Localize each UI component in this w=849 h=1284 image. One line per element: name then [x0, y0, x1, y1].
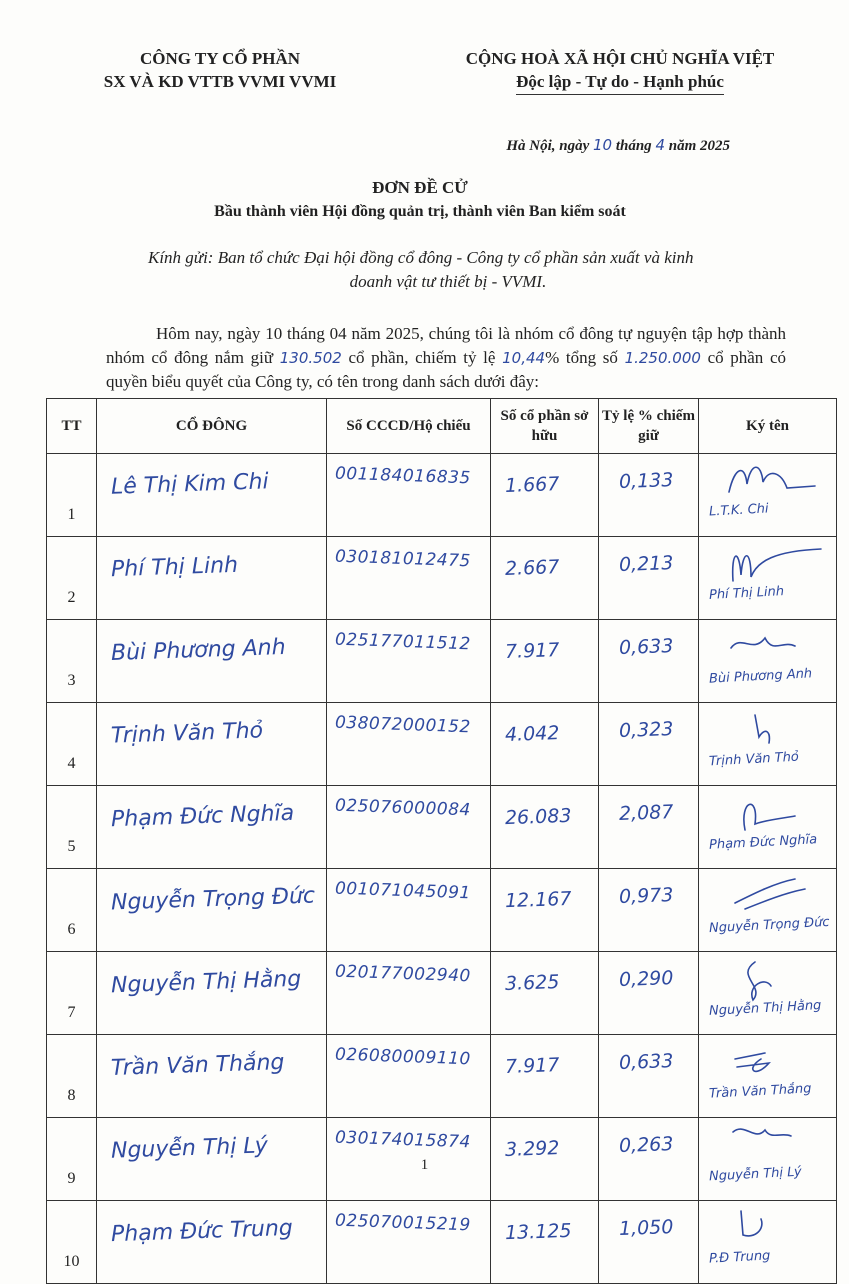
signature-text: Bùi Phương Anh [708, 666, 813, 687]
signature-scribble-icon [725, 956, 825, 1002]
shares-owned: 13.125 [504, 1219, 572, 1245]
shares-owned: 26.083 [504, 804, 572, 830]
signature-text: Phạm Đức Nghĩa [708, 832, 818, 853]
id-number: 026080009110 [334, 1044, 472, 1070]
signature-text: Nguyễn Thị Hằng [708, 998, 822, 1019]
row-number: 9 [47, 1118, 97, 1201]
table-row [47, 786, 837, 869]
id-number: 038072000152 [334, 712, 472, 738]
signature-text: L.T.K. Chi [708, 501, 769, 520]
percentage-held: 0,213 [618, 552, 674, 576]
percentage-cell [599, 1035, 699, 1118]
header-id-number: Số CCCD/Hộ chiếu [327, 399, 491, 454]
shareholder-table [46, 398, 837, 1284]
intro-ratio: 10,44 [502, 349, 546, 367]
shareholder-name-cell [97, 1035, 327, 1118]
addressee [148, 246, 788, 294]
percentage-held: 0,633 [618, 635, 674, 659]
table-header-row [47, 399, 837, 454]
percentage-cell [599, 454, 699, 537]
row-number: 4 [47, 703, 97, 786]
shareholder-name-cell [97, 1201, 327, 1284]
national-header [410, 47, 830, 95]
signature [703, 624, 833, 686]
page-number: 1 [420, 1157, 429, 1173]
id-number: 001184016835 [334, 463, 472, 489]
signature-cell [699, 1201, 837, 1284]
signature-scribble-icon [725, 707, 825, 753]
shareholder-name-cell [97, 786, 327, 869]
percentage-held: 0,323 [618, 718, 674, 742]
percentage-cell [599, 620, 699, 703]
id-number-cell [327, 703, 491, 786]
signature-scribble-icon [725, 1205, 825, 1251]
header-tt: TT [47, 399, 97, 454]
id-number: 030181012475 [334, 546, 472, 572]
percentage-held: 0,133 [618, 469, 674, 493]
row-number: 5 [47, 786, 97, 869]
signature-cell [699, 620, 837, 703]
signature [703, 541, 833, 603]
header-shares: Số cổ phần sở hữu [491, 399, 599, 454]
signature-text: Phí Thị Linh [708, 584, 785, 603]
shareholder-name: Bùi Phương Anh [110, 634, 286, 667]
id-number-cell [327, 1035, 491, 1118]
signature-scribble-icon [725, 873, 825, 919]
shareholder-name: Trịnh Văn Thỏ [110, 718, 264, 749]
signature-scribble-icon [725, 541, 825, 587]
percentage-held: 1,050 [618, 1216, 674, 1240]
signature [703, 458, 833, 520]
shareholder-name: Nguyễn Thị Hằng [110, 966, 302, 999]
header-percentage: Tỷ lệ % chiếm giữ [599, 399, 699, 454]
signature [703, 790, 833, 852]
shareholder-name-cell [97, 454, 327, 537]
shareholder-name: Lê Thị Kim Chi [110, 469, 270, 500]
date-year-label: năm 2025 [664, 138, 730, 154]
intro-total-shares: 1.250.000 [624, 349, 701, 367]
percentage-cell [599, 952, 699, 1035]
title-sub: Bầu thành viên Hội đồng quản trị, thành viên Ban kiểm soát [214, 203, 626, 220]
signature-cell [699, 1035, 837, 1118]
signature [703, 707, 833, 769]
id-number-cell [327, 537, 491, 620]
shareholder-name-cell [97, 537, 327, 620]
title-main: ĐƠN ĐỀ CỬ [372, 178, 468, 197]
date-day: 10 [592, 136, 613, 154]
row-number: 6 [47, 869, 97, 952]
date-prefix: Hà Nội, ngày [506, 138, 593, 154]
national-title: CỘNG HOÀ XÃ HỘI CHỦ NGHĨA VIỆT [465, 49, 775, 68]
id-number: 030174015874 [334, 1127, 472, 1153]
id-number: 025177011512 [334, 629, 472, 655]
id-number: 020177002940 [334, 961, 472, 987]
percentage-held: 0,973 [618, 884, 674, 908]
shares-owned: 2.667 [504, 556, 560, 580]
table-row [47, 454, 837, 537]
percentage-cell [599, 703, 699, 786]
percentage-held: 0,633 [618, 1050, 674, 1074]
row-number: 2 [47, 537, 97, 620]
shares-cell [491, 1035, 599, 1118]
row-number: 8 [47, 1035, 97, 1118]
table-row [47, 1201, 837, 1284]
shareholder-name-cell [97, 869, 327, 952]
signature-text: Nguyễn Trọng Đức [708, 914, 830, 937]
percentage-cell [599, 786, 699, 869]
signature [703, 956, 833, 1018]
percentage-held: 0,263 [618, 1133, 674, 1157]
table-row [47, 620, 837, 703]
shares-cell [491, 703, 599, 786]
company-name-line2: SX VÀ KD VTTB VVMI VVMI [103, 72, 337, 91]
percentage-held: 0,290 [618, 967, 674, 991]
shares-owned: 3.625 [504, 971, 560, 995]
percentage-cell [599, 1201, 699, 1284]
header-shareholder: CỔ ĐÔNG [97, 399, 327, 454]
id-number-cell [327, 1201, 491, 1284]
id-number-cell [327, 620, 491, 703]
id-number-cell [327, 952, 491, 1035]
table-row [47, 703, 837, 786]
shares-cell [491, 869, 599, 952]
shareholder-name-cell [97, 703, 327, 786]
national-motto: Độc lập - Tự do - Hạnh phúc [516, 70, 724, 95]
signature [703, 1039, 833, 1101]
percentage-cell [599, 869, 699, 952]
intro-part1: Hôm nay, ngày 10 tháng 04 năm 2025, chúng tôi là nhóm cổ đông tự nguyện tập hợp thành nhóm cổ đông nắm giữ [106, 324, 786, 367]
document-date [420, 136, 730, 155]
header-signature: Ký tên [699, 399, 837, 454]
table-row [47, 537, 837, 620]
company-header [70, 47, 370, 93]
shareholder-name-cell [97, 620, 327, 703]
percentage-held: 2,087 [618, 801, 674, 825]
table-row [47, 1035, 837, 1118]
shareholder-name: Nguyễn Thị Lý [110, 1133, 269, 1164]
date-month: 4 [655, 136, 665, 154]
shares-owned: 4.042 [504, 722, 560, 746]
shares-owned: 3.292 [504, 1137, 560, 1161]
signature [703, 1205, 833, 1267]
row-number: 1 [47, 454, 97, 537]
table-row [47, 869, 837, 952]
signature-text: Nguyễn Thị Lý [708, 1164, 803, 1185]
shareholder-name: Nguyễn Trọng Đức [110, 883, 316, 916]
signature-cell [699, 786, 837, 869]
shares-cell [491, 1201, 599, 1284]
shares-cell [491, 537, 599, 620]
id-number-cell [327, 869, 491, 952]
signature-cell [699, 454, 837, 537]
shareholder-name: Trần Văn Thắng [110, 1049, 285, 1082]
table-row [47, 952, 837, 1035]
shareholder-name: Phạm Đức Trung [110, 1215, 294, 1248]
signature-scribble-icon [725, 624, 825, 670]
addressee-line1: Kính gửi: Ban tổ chức Đại hội đồng cổ đông - Công ty cổ phần sản xuất và kinh [148, 248, 694, 267]
intro-shares-held: 130.502 [279, 349, 342, 367]
intro-part2: cổ phần, chiếm tỷ lệ [341, 348, 503, 367]
id-number-cell [327, 454, 491, 537]
shareholder-name-cell [97, 952, 327, 1035]
row-number: 3 [47, 620, 97, 703]
row-number: 7 [47, 952, 97, 1035]
signature [703, 1122, 833, 1184]
intro-part4: cổ phần có quyền biểu quyết của Công ty, có tên trong danh sách dưới đây: [106, 348, 787, 391]
shares-cell [491, 620, 599, 703]
shares-owned: 1.667 [504, 473, 560, 497]
shares-owned: 12.167 [504, 887, 572, 913]
shares-owned: 7.917 [504, 1054, 560, 1078]
signature-scribble-icon [725, 458, 825, 504]
id-number-cell [327, 786, 491, 869]
percentage-cell [599, 537, 699, 620]
intro-part3: % tổng số [545, 348, 625, 367]
shares-cell [491, 952, 599, 1035]
company-name-line1: CÔNG TY CỔ PHẦN [139, 49, 301, 68]
signature-scribble-icon [725, 1039, 825, 1085]
shares-owned: 7.917 [504, 639, 560, 663]
id-number: 025076000084 [334, 795, 472, 821]
signature-cell [699, 869, 837, 952]
shares-cell [491, 786, 599, 869]
row-number: 10 [47, 1201, 97, 1284]
shareholder-name: Phạm Đức Nghĩa [110, 800, 295, 833]
signature-text: Trần Văn Thắng [708, 1081, 812, 1102]
signature-cell [699, 537, 837, 620]
signature [703, 873, 833, 935]
shares-cell [491, 454, 599, 537]
signature-cell [699, 952, 837, 1035]
id-number: 025070015219 [334, 1210, 472, 1236]
signature-text: P.Đ Trung [708, 1248, 771, 1267]
signature-cell [699, 703, 837, 786]
document-title [100, 176, 740, 224]
intro-paragraph [106, 322, 786, 394]
shareholder-name: Phí Thị Linh [110, 552, 239, 583]
id-number: 001071045091 [334, 878, 472, 904]
addressee-line2: doanh vật tư thiết bị - VVMI. [349, 272, 547, 291]
date-month-label: tháng [612, 138, 656, 154]
signature-text: Trịnh Văn Thỏ [708, 749, 800, 770]
signature-scribble-icon [725, 790, 825, 836]
